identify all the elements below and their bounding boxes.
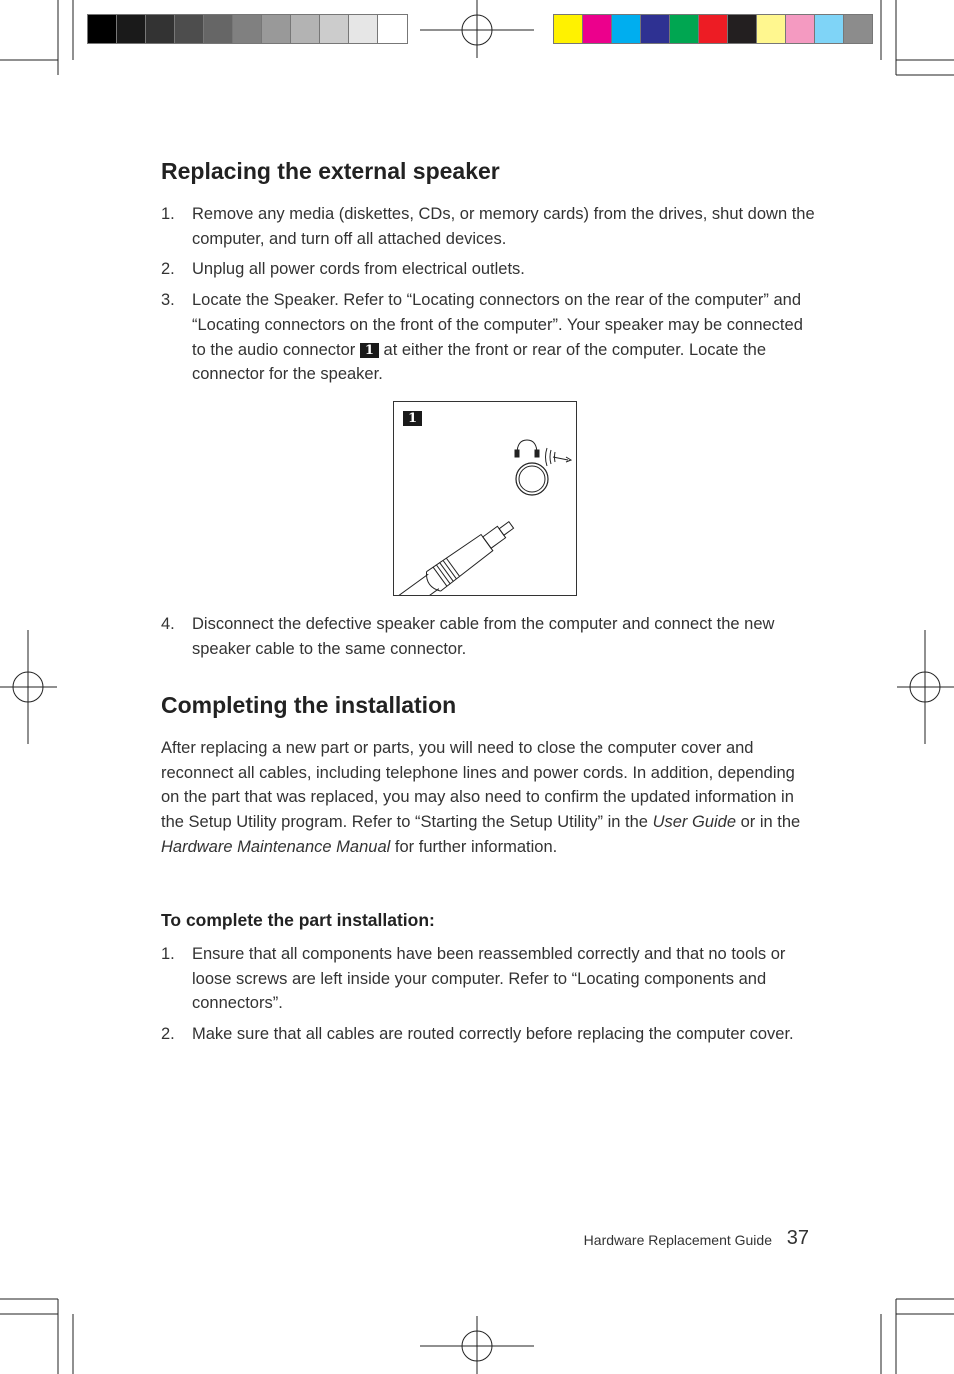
paragraph-text: After replacing a new part or parts, you will need to close the computer cover and reconnect all cables, including telephone lines and power cords. In addition, depending on the part that was replaced, you may also need to confirm the updated information in the Setup Utility program. Refer to “Starting the Setup Utility” in the: [161, 739, 795, 832]
gray-swatch: [349, 15, 378, 43]
figure-callout-label: 1: [403, 411, 422, 426]
color-swatch: [641, 15, 670, 43]
section-title-replacing-speaker: Replacing the external speaker: [161, 158, 500, 184]
step-number: 3.: [161, 291, 175, 310]
color-swatch: [728, 15, 757, 43]
step-text: Unplug all power cords from electrical outlets.: [192, 260, 525, 279]
step-text: Make sure that all cables are routed correctly before replacing the computer cover.: [192, 1025, 794, 1044]
color-swatch: [757, 15, 786, 43]
step-text-after: at either the front or rear of the computer. Locate the connector for the speaker.: [192, 340, 767, 384]
step-text: [192, 288, 821, 387]
maintenance-manual-reference: Hardware Maintenance Manual: [161, 837, 391, 856]
color-swatch: [699, 15, 728, 43]
gray-swatch: [88, 15, 117, 43]
color-swatch: [786, 15, 815, 43]
gray-swatch: [146, 15, 175, 43]
step-number: 1.: [161, 205, 175, 223]
body-paragraph: [161, 736, 801, 860]
audio-out-icon: [546, 448, 572, 466]
paragraph-text: or in the: [740, 813, 801, 832]
list-item: [161, 202, 821, 251]
gray-swatch: [175, 15, 204, 43]
step-text-before: Locate the Speaker. Refer to “Locating connectors on the rear of the computer” and “Locating connectors on the front of the computer”. Your speaker may be connected to the audio connector: [192, 291, 803, 359]
gray-swatch: [262, 15, 291, 43]
color-swatch: [844, 15, 872, 43]
color-swatch: [612, 15, 641, 43]
replacement-steps-list-continued: [161, 612, 821, 667]
completion-steps-list: [161, 942, 821, 1053]
step-text: Remove any media (diskettes, CDs, or memory cards) from the drives, shut down the computer, and turn off all attached devices.: [192, 205, 815, 248]
step-number: 1.: [161, 945, 175, 963]
process-color-bar: [553, 14, 873, 44]
callout-badge: 1: [360, 343, 379, 358]
gray-swatch: [378, 15, 407, 43]
gray-swatch: [320, 15, 349, 43]
gray-swatch: [204, 15, 233, 43]
gray-swatch: [291, 15, 320, 43]
grayscale-color-bar: [87, 14, 408, 44]
audio-plug-illustration: [394, 402, 576, 595]
headphone-icon: [515, 440, 539, 457]
audio-plug: [394, 515, 518, 595]
subheading-part-installation: To complete the part installation:: [161, 910, 435, 930]
color-swatch: [815, 15, 844, 43]
list-item: [161, 612, 821, 661]
replacement-steps-list: [161, 202, 821, 393]
audio-connector-figure: [393, 401, 577, 596]
list-item: [161, 288, 821, 387]
footer-guide-title: Hardware Replacement Guide: [583, 1232, 772, 1248]
color-swatch: [583, 15, 612, 43]
step-number: 2.: [161, 1025, 175, 1044]
step-number: 2.: [161, 260, 175, 279]
list-item: [161, 942, 821, 1016]
gray-swatch: [233, 15, 262, 43]
audio-jack-socket: [516, 463, 548, 495]
section-title-completing-installation: Completing the installation: [161, 692, 457, 718]
list-item: [161, 257, 821, 282]
step-number: 4.: [161, 615, 175, 633]
color-swatch: [554, 15, 583, 43]
color-swatch: [670, 15, 699, 43]
paragraph-text: for further information.: [394, 837, 558, 856]
user-guide-reference: User Guide: [652, 813, 737, 832]
step-text: Ensure that all components have been reassembled correctly and that no tools or loose screws are left inside your computer. Refer to “Locating components and connectors”.: [192, 945, 786, 1013]
gray-swatch: [117, 15, 146, 43]
page-number: 37: [786, 1227, 809, 1249]
list-item: [161, 1022, 821, 1047]
step-text: Disconnect the defective speaker cable from the computer and connect the new speaker cable to the same connector.: [192, 615, 775, 658]
